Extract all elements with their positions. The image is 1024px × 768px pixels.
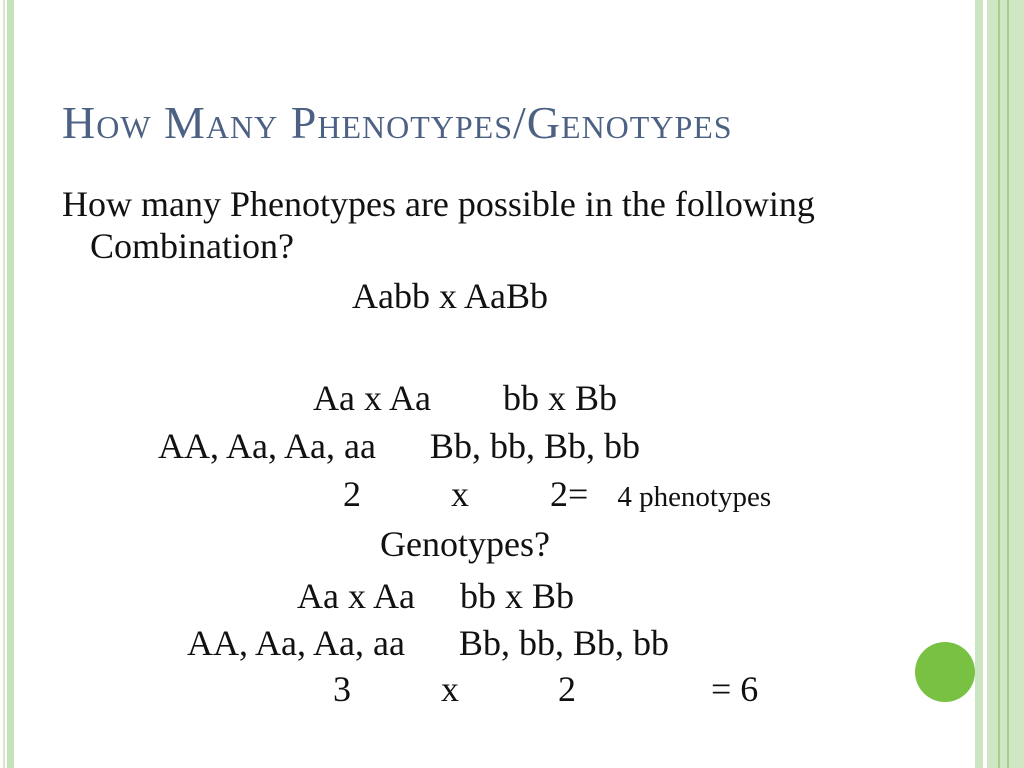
question-line-1: How many Phenotypes are possible in the following [62,184,815,224]
right-border-thin-stripe [975,0,983,768]
accent-circle [915,642,975,702]
phenotype-combos-line: AA, Aa, Aa, aa Bb, bb, Bb, bb [158,426,640,466]
left-border-thin-stripe [3,0,5,768]
genotype-math-line: 3 x 2 = 6 [333,669,759,709]
cross-combination: Aabb x AaBb [352,276,548,316]
genotype-combos-line: AA, Aa, Aa, aa Bb, bb, Bb, bb [187,623,669,663]
right-border-band [987,0,1024,768]
phenotype-math-result: 4 phenotypes [588,481,772,513]
phenotype-math-main: 2 x 2= [343,474,589,514]
right-border-inner-line-1 [998,0,1000,768]
left-border-stripe [7,0,14,768]
question-line-2: Combination? [90,226,294,266]
right-border-inner-line-2 [1007,0,1009,768]
slide-title: How Many Phenotypes/Genotypes [62,97,733,148]
phenotype-math-line [343,474,771,515]
genotypes-heading: Genotypes? [380,524,550,564]
phenotype-cross-line: Aa x Aa bb x Bb [313,378,617,418]
genotype-cross-line: Aa x Aa bb x Bb [297,576,574,616]
